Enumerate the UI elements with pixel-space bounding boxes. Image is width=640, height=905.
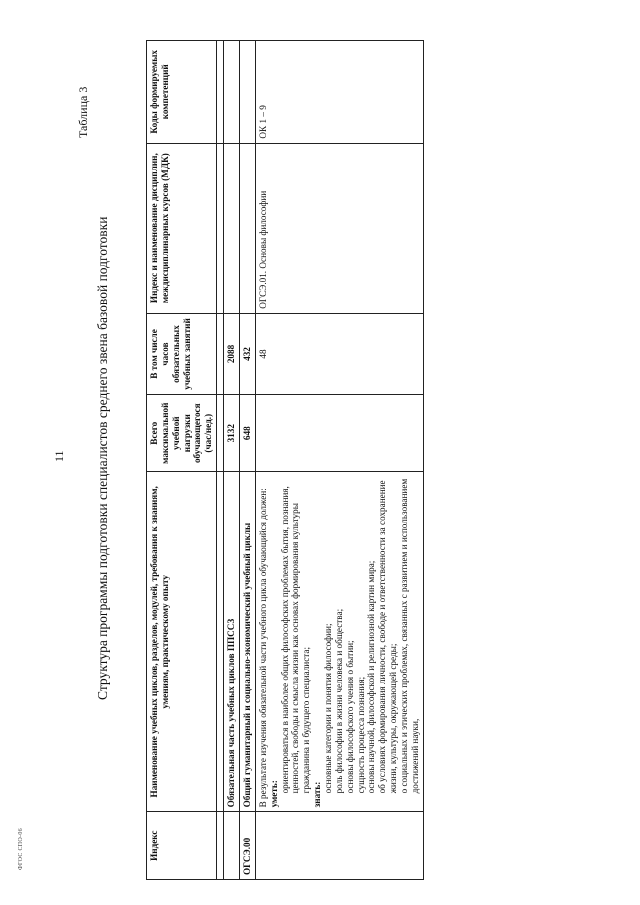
header-name: Наименование учебных циклов, разделов, модулей, требования к знаниям, умениям, практическому опыту: [147, 472, 217, 812]
header-index: Индекс: [147, 812, 217, 880]
table-row-cycle: [240, 41, 256, 880]
discipline-competencies: ОК 1 – 9: [255, 41, 423, 144]
structure-table: [146, 40, 424, 880]
total-name: Обязательная часть учебных циклов ППССЗ: [224, 472, 240, 812]
header-required: В том числе часов обязательных учебных занятий: [147, 313, 217, 395]
footer-code: ФГОС СПО-06: [18, 828, 24, 870]
table-header-row: [147, 41, 217, 880]
cycle-index: ОГСЭ.00: [240, 812, 256, 880]
total-required: 2088: [224, 313, 240, 395]
discipline-required: 48: [255, 313, 423, 395]
header-discipline: Индекс и наименование дисциплин, междисциплинарных курсов (МДК): [147, 143, 217, 313]
cycle-max-load: 648: [240, 395, 256, 472]
requirements-intro: В результате изучения обязательной части учебного цикла обучающийся должен:: [257, 488, 268, 808]
knowledge-item: о социальных и этических проблемах, связанных с развитием и использованием достижений науки,: [399, 478, 420, 794]
table-row-total: [224, 41, 240, 880]
knowledge-item: об условиях формирования личности, свободе и ответственности за сохранение жизни, культуры, окружающей среды;: [377, 480, 399, 794]
knowledge-item: сущность процесса познания;: [355, 676, 366, 794]
rotated-page-content: [20, 20, 620, 880]
knowledge-item: основы философского учения о бытии;: [344, 640, 355, 794]
page-title: Структура программы подготовки специалистов среднего звена базовой подготовки: [95, 216, 110, 700]
header-max-load: Всего максимальной учебной нагрузки обучающегося (час/нед.): [147, 395, 217, 472]
table-spacer-row: [217, 41, 224, 880]
cycle-name: Общий гуманитарный и социально-экономический учебный циклы: [240, 472, 256, 812]
table-row-discipline: [255, 41, 423, 880]
cycle-required: 432: [240, 313, 256, 395]
knowledge-item: роль философии в жизни человека и общества;: [333, 608, 344, 794]
skills-label: уметь:: [268, 780, 279, 808]
skill-item: ориентироваться в наиболее общих философских проблемах бытия, познания, ценностей, свободы и смысла жизни как основах формирования культуры гражданина и будущего специалиста;: [279, 486, 312, 794]
knowledge-item: основные категории и понятия философии;: [323, 623, 334, 794]
table-label: Таблица 3: [76, 86, 90, 138]
knowledge-item: основы научной, философской и религиозной картин мира;: [366, 560, 377, 794]
header-competencies: Коды формируемых компетенций: [147, 41, 217, 144]
knowledge-label: знать:: [312, 781, 323, 808]
discipline-name: ОГСЭ.01. Основы философии: [255, 143, 423, 313]
total-max-load: 3132: [224, 395, 240, 472]
page-number: 11: [52, 450, 66, 462]
discipline-requirements: [255, 472, 423, 812]
